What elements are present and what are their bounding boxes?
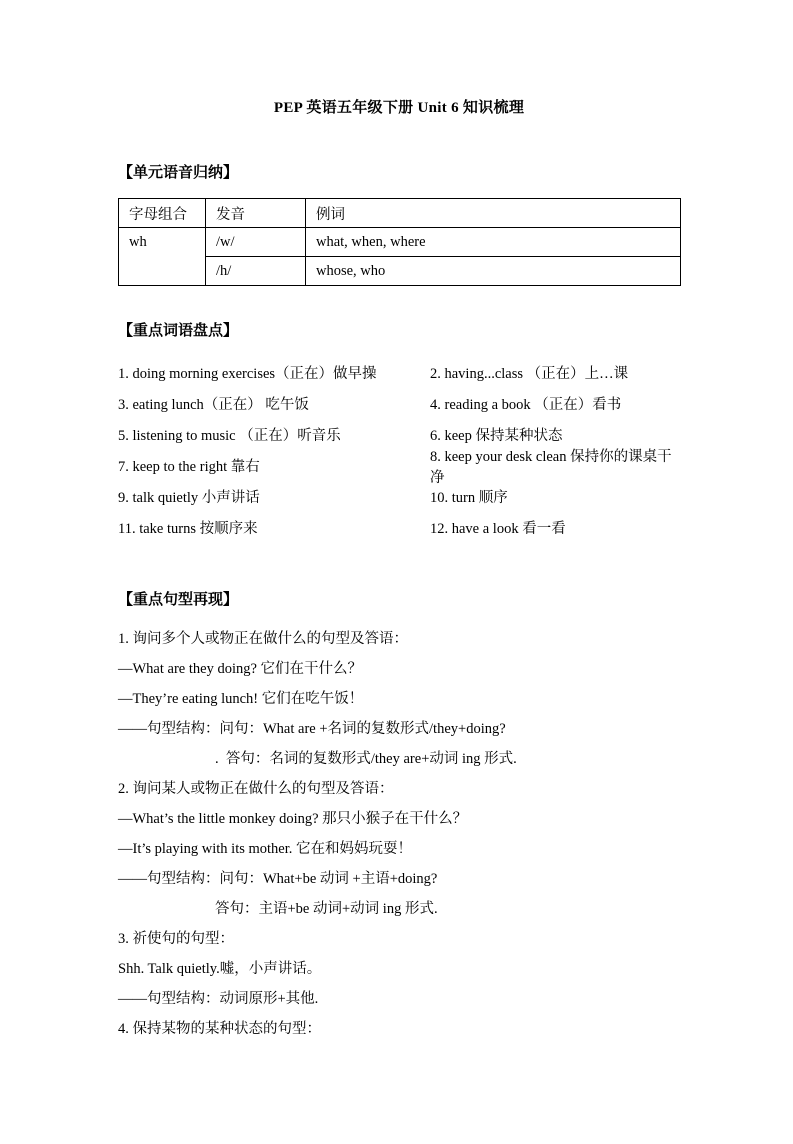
table-row [119, 228, 681, 257]
word-row [118, 357, 680, 388]
word-item: 3. eating lunch（正在） 吃午饭 [118, 397, 309, 413]
page-title: PEP 英语五年级下册 Unit 6 知识梳理 [273, 100, 525, 116]
sentence-line: . 答句：名词的复数形式/they are+动词 ing 形式. [215, 751, 517, 767]
table-cell-letters: wh [119, 228, 206, 286]
table-header-sound: 发音 [206, 199, 306, 228]
word-item: 12. have a look 看一看 [430, 521, 566, 537]
sentence-line: —What’s the little monkey doing? 那只小猴子在干什么？ [118, 811, 468, 827]
word-item: 11. take turns 按顺序来 [118, 521, 258, 537]
word-item: 6. keep 保持某种状态 [430, 428, 563, 444]
word-item: 4. reading a book （正在）看书 [430, 397, 622, 413]
table-cell-examples: what, when, where [306, 228, 681, 257]
table-cell-examples: whose, who [306, 257, 681, 286]
word-row [118, 388, 680, 419]
word-row [118, 448, 680, 486]
word-row [118, 512, 680, 543]
sentence-lines [118, 624, 680, 1044]
sentence-line: ——句型结构：动词原形+其他. [118, 991, 319, 1007]
word-item: 9. talk quietly 小声讲话 [118, 490, 260, 506]
sentence-line: —They’re eating lunch! 它们在吃午饭！ [118, 691, 364, 707]
word-item: 8. keep your desk clean 保持你的课桌干净 [430, 448, 672, 486]
table-cell-sound: /w/ [206, 228, 306, 257]
word-item: 7. keep to the right 靠右 [118, 459, 260, 475]
table-header-examples: 例词 [306, 199, 681, 228]
sentence-line: ——句型结构：问句：What are +名词的复数形式/they+doing? [118, 721, 506, 737]
word-list [118, 357, 680, 543]
sentence-line: ——句型结构：问句：What+be 动词 +主语+doing? [118, 871, 438, 887]
sentence-line: 2. 询问某人或物正在做什么的句型及答语： [118, 781, 394, 797]
table-header-row [119, 199, 681, 228]
sentence-line: 3. 祈使句的句型： [118, 931, 234, 947]
sentence-line: 4. 保持某物的某种状态的句型： [118, 1021, 321, 1037]
word-item: 2. having...class （正在）上…课 [430, 366, 629, 382]
sentence-line: 1. 询问多个人或物正在做什么的句型及答语： [118, 631, 408, 647]
table-cell-sound: /h/ [206, 257, 306, 286]
word-item: 1. doing morning exercises（正在）做早操 [118, 366, 377, 382]
sentence-line: —It’s playing with its mother. 它在和妈妈玩耍！ [118, 841, 413, 857]
word-item: 10. turn 顺序 [430, 490, 508, 506]
sentence-line: Shh. Talk quietly.嘘，小声讲话。 [118, 961, 322, 977]
section-heading-phonics: 【单元语音归纳】 [118, 165, 239, 181]
table-header-letters: 字母组合 [119, 199, 206, 228]
sentence-line: 答句：主语+be 动词+动词 ing 形式. [215, 901, 438, 917]
phonics-table [118, 198, 681, 286]
sentence-line: —What are they doing? 它们在干什么？ [118, 661, 363, 677]
word-item: 5. listening to music （正在）听音乐 [118, 428, 341, 444]
section-heading-words: 【重点词语盘点】 [118, 323, 239, 339]
section-heading-sentences: 【重点句型再现】 [118, 592, 239, 608]
